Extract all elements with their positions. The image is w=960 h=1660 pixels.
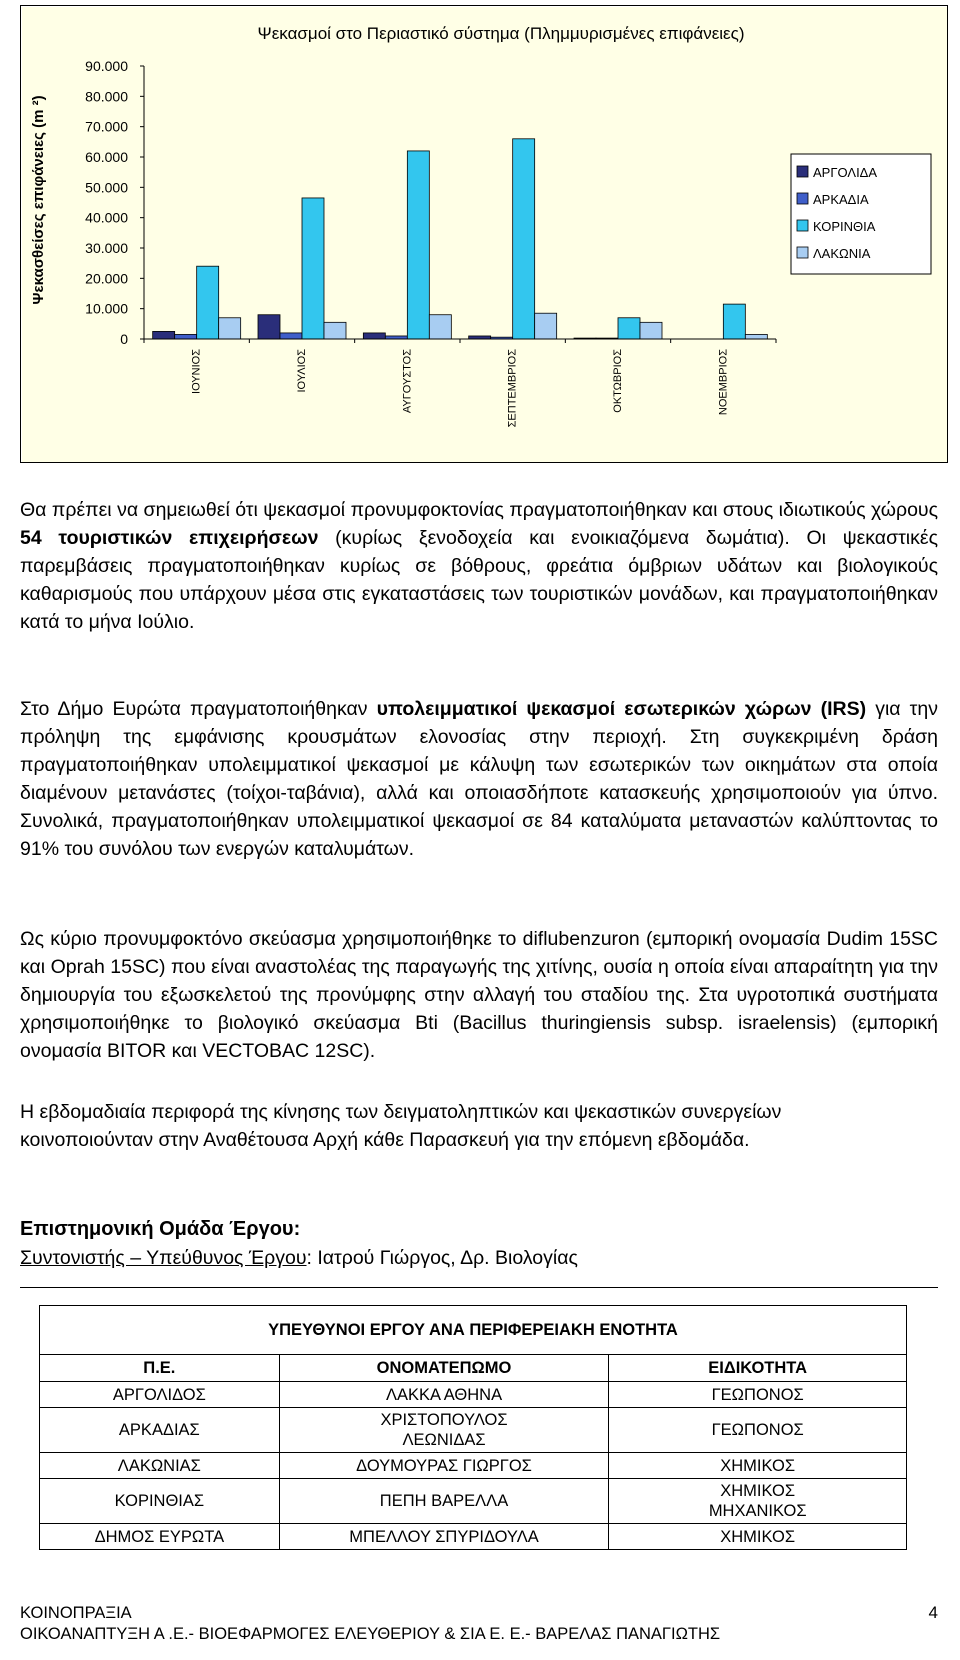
legend-swatch — [797, 247, 808, 258]
table-cell — [609, 1479, 907, 1524]
bar — [429, 315, 451, 339]
coordinator-value: : Ιατρού Γιώργος, Δρ. Βιολογίας — [306, 1247, 578, 1269]
table-cell: ΑΡΓΟΛΙΔΟΣ — [40, 1382, 280, 1408]
table-cell: ΚΟΡΙΝΘΙΑΣ — [40, 1479, 280, 1524]
table-cell: ΧΗΜΙΚΟΣ — [609, 1453, 907, 1479]
table-header-name: ΟΝΟΜΑΤΕΠΩΜΟ — [279, 1355, 609, 1382]
coordinator-line — [20, 1247, 578, 1270]
team-title: Επιστημονική Ομάδα Έργου: — [20, 1218, 301, 1240]
x-tick-label: ΑΥΓΟΥΣΤΟΣ — [401, 349, 414, 414]
legend-label: ΚΟΡΙΝΘΙΑ — [813, 219, 876, 234]
bar — [197, 266, 219, 339]
bar — [745, 334, 767, 339]
y-tick-label: 60.000 — [85, 149, 128, 165]
table-row — [40, 1408, 907, 1453]
table-cell: ΛΑΚΚΑ ΑΘΗΝΑ — [279, 1382, 609, 1408]
y-tick-label: 40.000 — [85, 209, 128, 226]
footer-companies: ΟΙΚΟΑΝΑΠΤΥΞΗ Α .Ε.- ΒΙΟΕΦΑΡΜΟΓΕΣ ΕΛΕΥΘΕΡΙΟΥ & ΣΙΑ Ε. Ε.- ΒΑΡΕΛΑΣ ΠΑΝΑΓΙΩΤΗΣ — [20, 1625, 721, 1643]
legend-label: ΑΡΓΟΛΙΔΑ — [813, 165, 878, 180]
bar — [363, 333, 385, 339]
spraying-chart — [20, 5, 948, 463]
x-tick-label: ΙΟΥΛΙΟΣ — [296, 349, 308, 393]
table-header-region: Π.Ε. — [40, 1355, 280, 1382]
legend-swatch — [797, 220, 808, 231]
y-tick-label: 50.000 — [85, 179, 128, 196]
horizontal-rule — [20, 1287, 938, 1288]
table-cell: ΓΕΩΠΟΝΟΣ — [609, 1408, 907, 1453]
table-cell: ΑΡΚΑΔΙΑΣ — [40, 1408, 280, 1453]
bar — [280, 333, 302, 339]
footer-consortium: ΚΟΙΝΟΠΡΑΞΙΑ — [20, 1604, 132, 1622]
paragraph-1-text-c: (κυρίως ξενοδοχεία και ενοικιαζόμενα δωμάτια). Οι ψεκαστικές παρεμβάσεις πραγματοποιήθηκαν κυρίως σε βόθρους, φρεάτια όμβριων υδάτων και βιολογικούς καθαρισμούς που υπάρχουν μέσα στις εγκαταστάσεις των τουριστικών μονάδων, και πραγματοποιήθηκαν κατά το μήνα Ιούλιο. — [20, 527, 938, 633]
table-header-row — [40, 1355, 907, 1382]
y-tick-label: 10.000 — [85, 300, 128, 317]
table-caption: ΥΠΕΥΘΥΝΟΙ ΕΡΓΟΥ ΑΝΑ ΠΕΡΙΦΕΡΕΙΑΚΗ ΕΝΟΤΗΤΑ — [40, 1306, 907, 1355]
x-tick-label: ΙΟΥΝΙΟΣ — [190, 349, 203, 394]
bar — [723, 304, 745, 339]
bar — [535, 313, 557, 339]
y-tick-label: 80.000 — [85, 88, 128, 105]
table-cell: ΓΕΩΠΟΝΟΣ — [609, 1382, 907, 1408]
table-header-specialty: ΕΙΔΙΚΟΤΗΤΑ — [609, 1355, 907, 1382]
table-row — [40, 1524, 907, 1550]
page-number: 4 — [928, 1603, 938, 1622]
paragraph-4-text: Η εβδομαδιαία περιφορά της κίνησης των δειγματοληπτικών και ψεκαστικών συνεργείων κοινοποιούνταν στην Αναθέτουσα Αρχή κάθε Παρασκευή για την επόμενη εβδομάδα. — [20, 1101, 782, 1151]
x-tick-label: ΣΕΠΤΕΜΒΡΙΟΣ — [506, 349, 519, 428]
bar — [513, 139, 535, 339]
table-cell: ΠΕΠΗ ΒΑΡΕΛΛΑ — [279, 1479, 609, 1524]
chart-canvas — [21, 6, 949, 464]
y-tick-label: 20.000 — [85, 270, 128, 287]
paragraph-2-bold: υπολειμματικοί ψεκασμοί εσωτερικών χώρων (IRS) — [376, 698, 867, 720]
paragraph-1-text-a: Θα πρέπει να σημειωθεί ότι ψεκασμοί προνυμφοκτονίας πραγματοποιήθηκαν και στους ιδιωτικούς χώρους — [20, 499, 938, 521]
paragraph-3-text: Ως κύριο προνυμφοκτόνο σκεύασμα χρησιμοποιήθηκε το diflubenzuron (εμπορική ονομασία Dudim 15SC και Oprah 15SC) που είναι αναστολέας της παραγωγής της χιτίνης, ουσία η οποία είναι απαραίτητη για την δημιουργία του εξωσκελετού της προνύμφης στην αλλαγή του σταδίου της. Στα υγροτοπικά συστήματα χρησιμοποιήθηκε το βιολογικό σκεύασμα Bti (Bacillus thuringiensis subsp. israelensis) (εμπορική ονομασία BITOR και VECTOBAC 12SC). — [20, 928, 938, 1062]
bar — [640, 322, 662, 339]
y-tick-label: 30.000 — [85, 240, 128, 256]
paragraph-2-text-a: Στο Δήμο Ευρώτα πραγματοποιήθηκαν — [20, 698, 377, 720]
bar — [618, 318, 640, 339]
paragraph-tourist-businesses — [20, 496, 938, 636]
paragraph-2-text-c: για την πρόληψη της εμφάνισης κρουσμάτων ελονοσίας στην περιοχή. Στη συγκεκριμένη δράση πραγματοποιήθηκαν υπολειμματικοί ψεκασμοί με κάλυψη των εσωτερικών των οικημάτων στα οποία διαμένουν μετανάστες (τοίχοι-ταβάνια), αλλά και οποιασδήποτε κατασκευής χρησιμοποιούν για ύπνο. Συνολικά, πραγματοποιήθηκαν υπολειμματικοί ψεκασμοί σε 84 καταλύματα μεταναστών καλύπτοντας το 91% του συνόλου των ενεργών καταλυμάτων. — [20, 698, 938, 860]
table-row — [40, 1453, 907, 1479]
paragraph-weekly-schedule — [20, 1098, 890, 1154]
table-row — [40, 1382, 907, 1408]
paragraph-irs — [20, 695, 938, 863]
table-cell-text: ΧΡΙΣΤΟΠΟΥΛΟΣ ΛΕΩΝΙΔΑΣ — [380, 1411, 508, 1449]
bar — [153, 331, 175, 339]
legend-swatch — [797, 166, 808, 177]
bar — [175, 334, 197, 339]
chart-title: Ψεκασμοί στο Περιαστικό σύστημα (Πλημμυρισμένες επιφάνειες) — [257, 24, 745, 43]
chart-y-axis-label: Ψεκασθείσες επιφάνειες (m ²) — [30, 95, 47, 305]
bar — [219, 318, 241, 339]
paragraph-1-bold: 54 τουριστικών επιχειρήσεων — [20, 527, 319, 549]
y-tick-label: 90.000 — [85, 58, 128, 74]
table-cell — [279, 1408, 609, 1453]
table-caption-row — [40, 1306, 907, 1355]
responsibles-table — [39, 1305, 907, 1550]
legend-label: ΛΑΚΩΝΙΑ — [813, 246, 871, 261]
chart-legend — [791, 154, 931, 274]
legend-label: ΑΡΚΑΔΙΑ — [813, 192, 869, 207]
y-tick-label: 0 — [120, 331, 128, 347]
bar — [324, 322, 346, 339]
y-tick-label: 70.000 — [85, 118, 128, 135]
x-tick-label: ΟΚΤΩΒΡΙΟΣ — [612, 349, 624, 413]
table-cell: ΛΑΚΩΝΙΑΣ — [40, 1453, 280, 1479]
table-cell-text: ΧΗΜΙΚΟΣ ΜΗΧΑΝΙΚΟΣ — [708, 1482, 807, 1520]
paragraph-larvicide — [20, 925, 938, 1065]
table-cell: ΔΟΥΜΟΥΡΑΣ ΓΙΩΡΓΟΣ — [279, 1453, 609, 1479]
legend-swatch — [797, 193, 808, 204]
table-row — [40, 1479, 907, 1524]
table-cell: ΔΗΜΟΣ ΕΥΡΩΤΑ — [40, 1524, 280, 1550]
table-cell: ΧΗΜΙΚΟΣ — [609, 1524, 907, 1550]
table-cell: ΜΠΕΛΛΟΥ ΣΠΥΡΙΔΟΥΛΑ — [279, 1524, 609, 1550]
bar — [258, 315, 280, 339]
coordinator-label: Συντονιστής – Υπεύθυνος Έργου — [20, 1247, 307, 1269]
bar — [302, 198, 324, 339]
x-tick-label: ΝΟΕΜΒΡΙΟΣ — [717, 349, 730, 416]
bar — [407, 151, 429, 339]
